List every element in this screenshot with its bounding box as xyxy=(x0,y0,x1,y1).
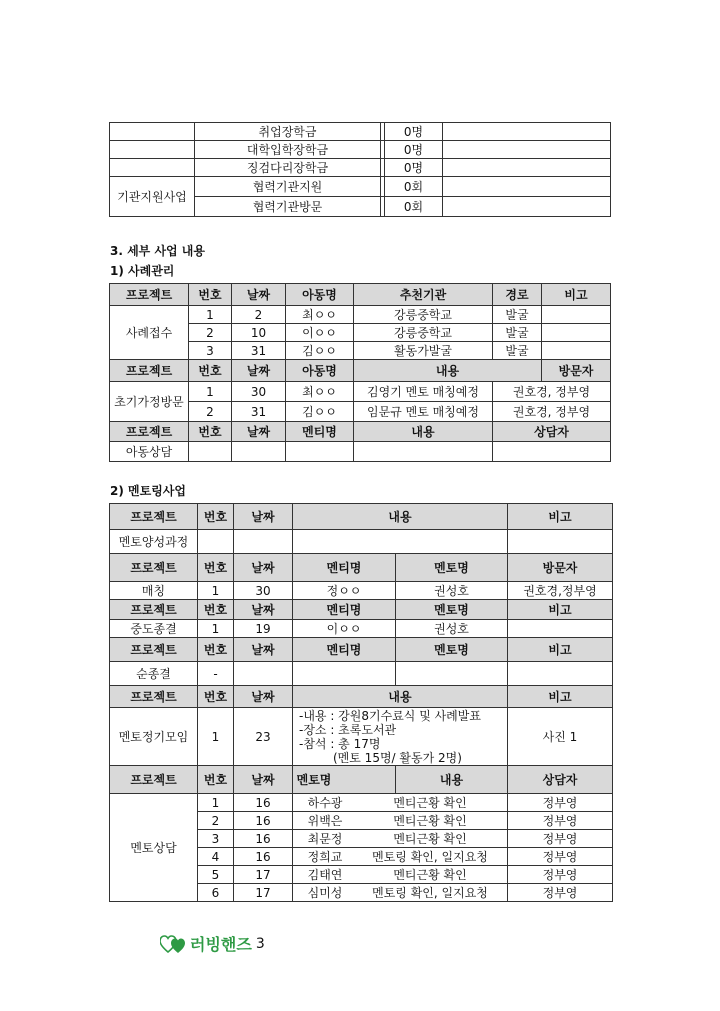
col-child: 아동명 xyxy=(286,360,354,382)
table-cell: 김영기 멘토 매칭예정 xyxy=(354,382,493,402)
col-mentee: 멘티명 xyxy=(293,554,396,582)
col-mentee: 멘티명 xyxy=(293,600,396,620)
col-mentee: 멘티명 xyxy=(286,422,354,442)
col-content: 내용 xyxy=(293,504,508,530)
consult-content: 멘토링 확인, 일지요청 xyxy=(372,886,488,900)
table-cell: 17 xyxy=(234,866,293,884)
support-name: 징검다리장학금 xyxy=(195,159,381,177)
consult-mentor: 최문정 xyxy=(307,832,343,846)
col-mentor: 멘토명 xyxy=(396,554,508,582)
col-date: 날짜 xyxy=(234,600,293,620)
support-value: 0명 xyxy=(385,159,443,177)
col-no: 번호 xyxy=(198,600,234,620)
table-cell: 3 xyxy=(198,830,234,848)
case-table xyxy=(109,283,611,462)
table-cell xyxy=(542,306,611,324)
table-cell: 김ㅇㅇ xyxy=(286,402,354,422)
col-no: 번호 xyxy=(198,638,234,662)
col-child: 아동명 xyxy=(286,284,354,306)
table-cell: 정부영 xyxy=(508,866,613,884)
col-content: 내용 xyxy=(293,686,508,708)
consult-content: 멘티근황 확인 xyxy=(393,796,467,810)
table-cell: 16 xyxy=(234,812,293,830)
subsection-1-title: 1) 사례관리 xyxy=(110,264,175,278)
table-cell xyxy=(542,342,611,360)
support-name: 대학입학장학금 xyxy=(195,141,381,159)
col-project: 프로젝트 xyxy=(110,638,198,662)
table-cell xyxy=(293,794,508,812)
table-cell: 1 xyxy=(189,382,232,402)
col-referrer: 추천기관 xyxy=(354,284,493,306)
col-project: 프로젝트 xyxy=(110,504,198,530)
col-project: 프로젝트 xyxy=(110,554,198,582)
table-cell: 31 xyxy=(232,342,286,360)
table-cell: 발굴 xyxy=(493,342,542,360)
table-cell xyxy=(293,812,508,830)
table-cell: 강릉중학교 xyxy=(354,324,493,342)
col-date: 날짜 xyxy=(232,422,286,442)
consult-label: 멘토상담 xyxy=(110,794,198,902)
table-cell: 10 xyxy=(232,324,286,342)
col-date: 날짜 xyxy=(234,686,293,708)
support-value: 0명 xyxy=(385,123,443,141)
hearts-logo-icon xyxy=(160,934,186,954)
support-table xyxy=(109,122,611,217)
table-cell: 1 xyxy=(198,708,234,766)
table-cell xyxy=(293,848,508,866)
table-cell: 정부영 xyxy=(508,794,613,812)
consult-mentor: 하수광 xyxy=(307,796,343,810)
support-value: 0회 xyxy=(385,177,443,197)
table-cell: 정부영 xyxy=(508,812,613,830)
col-project: 프로젝트 xyxy=(110,766,198,794)
consult-mentor: 위백은 xyxy=(307,814,343,828)
table-cell: 권호경, 정부영 xyxy=(493,382,611,402)
col-no: 번호 xyxy=(189,284,232,306)
table-cell: 정부영 xyxy=(508,884,613,902)
table-cell: 권호경, 정부영 xyxy=(493,402,611,422)
col-route: 경로 xyxy=(493,284,542,306)
col-mentor: 멘토명 xyxy=(396,638,508,662)
table-cell: 31 xyxy=(232,402,286,422)
meeting-line: -장소 : 초록도서관 xyxy=(299,722,397,737)
table-cell xyxy=(508,620,613,638)
col-date: 날짜 xyxy=(234,554,293,582)
table-cell: 임문규 멘토 매칭예정 xyxy=(354,402,493,422)
col-no: 번호 xyxy=(198,554,234,582)
training-label: 멘토양성과정 xyxy=(110,530,198,554)
table-cell: 최ㅇㅇ xyxy=(286,306,354,324)
consult-mentor: 김태연 xyxy=(307,868,343,882)
table-cell: 1 xyxy=(189,306,232,324)
col-no: 번호 xyxy=(198,686,234,708)
col-mentor: 멘토명 xyxy=(396,600,508,620)
table-cell: 강릉중학교 xyxy=(354,306,493,324)
support-name: 취업장학금 xyxy=(195,123,381,141)
midend-label: 중도종결 xyxy=(110,620,198,638)
meeting-line: -내용 : 강원8기수료식 및 사례발표 xyxy=(299,708,481,723)
table-cell: 이ㅇㅇ xyxy=(286,324,354,342)
table-cell: 30 xyxy=(232,382,286,402)
support-label: 기관지원사업 xyxy=(110,177,195,217)
table-cell: 최ㅇㅇ xyxy=(286,382,354,402)
table-cell: 4 xyxy=(198,848,234,866)
col-note: 비고 xyxy=(508,686,613,708)
mentoring-table xyxy=(109,503,613,902)
col-visitor: 방문자 xyxy=(508,554,613,582)
col-counselor: 상담자 xyxy=(493,422,611,442)
meeting-line: -참석 : 총 17명 xyxy=(299,736,381,751)
table-cell: 19 xyxy=(234,620,293,638)
col-mentor: 멘토명 xyxy=(293,766,396,794)
subsection-2-title: 2) 멘토링사업 xyxy=(110,484,186,498)
consult-content: 멘티근황 확인 xyxy=(393,868,467,882)
table-cell: 발굴 xyxy=(493,306,542,324)
support-name: 협력기관방문 xyxy=(195,197,381,217)
col-project: 프로젝트 xyxy=(110,600,198,620)
consult-label: 아동상담 xyxy=(110,442,189,462)
col-date: 날짜 xyxy=(232,360,286,382)
brand-name: 러빙핸즈 xyxy=(190,935,252,954)
footer-logo xyxy=(160,932,265,955)
table-cell: 2 xyxy=(232,306,286,324)
table-cell: 정부영 xyxy=(508,830,613,848)
col-note: 비고 xyxy=(508,504,613,530)
support-name: 협력기관지원 xyxy=(195,177,381,197)
table-cell: 16 xyxy=(234,830,293,848)
table-cell: 정ㅇㅇ xyxy=(293,582,396,600)
table-cell: 5 xyxy=(198,866,234,884)
col-note: 비고 xyxy=(508,638,613,662)
table-cell: 16 xyxy=(234,794,293,812)
col-no: 번호 xyxy=(198,766,234,794)
consult-mentor: 정희교 xyxy=(307,850,343,864)
col-counselor: 상담자 xyxy=(508,766,613,794)
page-number: 3 xyxy=(255,935,265,952)
meeting-line: (멘토 15명/ 활동가 2명) xyxy=(333,750,462,765)
table-cell: 2 xyxy=(189,324,232,342)
table-cell: 이ㅇㅇ xyxy=(293,620,396,638)
table-cell: 3 xyxy=(189,342,232,360)
col-note: 비고 xyxy=(508,600,613,620)
col-project: 프로젝트 xyxy=(110,360,189,382)
meeting-note: 사진 1 xyxy=(508,708,613,766)
table-cell xyxy=(293,884,508,902)
col-content: 내용 xyxy=(396,766,508,794)
col-content: 내용 xyxy=(354,360,542,382)
meeting-content xyxy=(293,708,508,766)
meeting-label: 멘토정기모임 xyxy=(110,708,198,766)
table-cell: 2 xyxy=(189,402,232,422)
col-date: 날짜 xyxy=(232,284,286,306)
consult-content: 멘토링 확인, 일지요청 xyxy=(372,850,488,864)
table-cell: 권성호 xyxy=(396,620,508,638)
table-cell: 김ㅇㅇ xyxy=(286,342,354,360)
col-project: 프로젝트 xyxy=(110,284,189,306)
consult-mentor: 심미성 xyxy=(307,886,343,900)
normalend-label: 순종결 xyxy=(110,662,198,686)
table-cell: 1 xyxy=(198,620,234,638)
table-cell: 1 xyxy=(198,794,234,812)
col-date: 날짜 xyxy=(234,638,293,662)
col-date: 날짜 xyxy=(234,504,293,530)
table-cell: 30 xyxy=(234,582,293,600)
table-cell: 16 xyxy=(234,848,293,866)
col-no: 번호 xyxy=(198,504,234,530)
intake-label: 사례접수 xyxy=(110,306,189,360)
table-cell: 2 xyxy=(198,812,234,830)
col-note: 비고 xyxy=(542,284,611,306)
consult-content: 멘티근황 확인 xyxy=(393,814,467,828)
col-no: 번호 xyxy=(189,422,232,442)
table-cell: - xyxy=(198,662,234,686)
col-content: 내용 xyxy=(354,422,493,442)
col-visitor: 방문자 xyxy=(542,360,611,382)
table-cell: 6 xyxy=(198,884,234,902)
table-cell: 권성호 xyxy=(396,582,508,600)
table-cell: 1 xyxy=(198,582,234,600)
table-cell: 정부영 xyxy=(508,848,613,866)
col-project: 프로젝트 xyxy=(110,422,189,442)
section-3-title: 3. 세부 사업 내용 xyxy=(110,244,205,258)
col-no: 번호 xyxy=(189,360,232,382)
support-value: 0명 xyxy=(385,141,443,159)
visit-label: 초기가정방문 xyxy=(110,382,189,422)
support-value: 0회 xyxy=(385,197,443,217)
table-cell: 17 xyxy=(234,884,293,902)
col-date: 날짜 xyxy=(234,766,293,794)
table-cell: 23 xyxy=(234,708,293,766)
table-cell xyxy=(293,830,508,848)
matching-label: 매칭 xyxy=(110,582,198,600)
col-mentee: 멘티명 xyxy=(293,638,396,662)
consult-content: 멘티근황 확인 xyxy=(393,832,467,846)
table-cell: 권호경,정부영 xyxy=(508,582,613,600)
table-cell xyxy=(293,866,508,884)
table-cell xyxy=(542,324,611,342)
col-project: 프로젝트 xyxy=(110,686,198,708)
table-cell: 발굴 xyxy=(493,324,542,342)
table-cell: 활동가발굴 xyxy=(354,342,493,360)
